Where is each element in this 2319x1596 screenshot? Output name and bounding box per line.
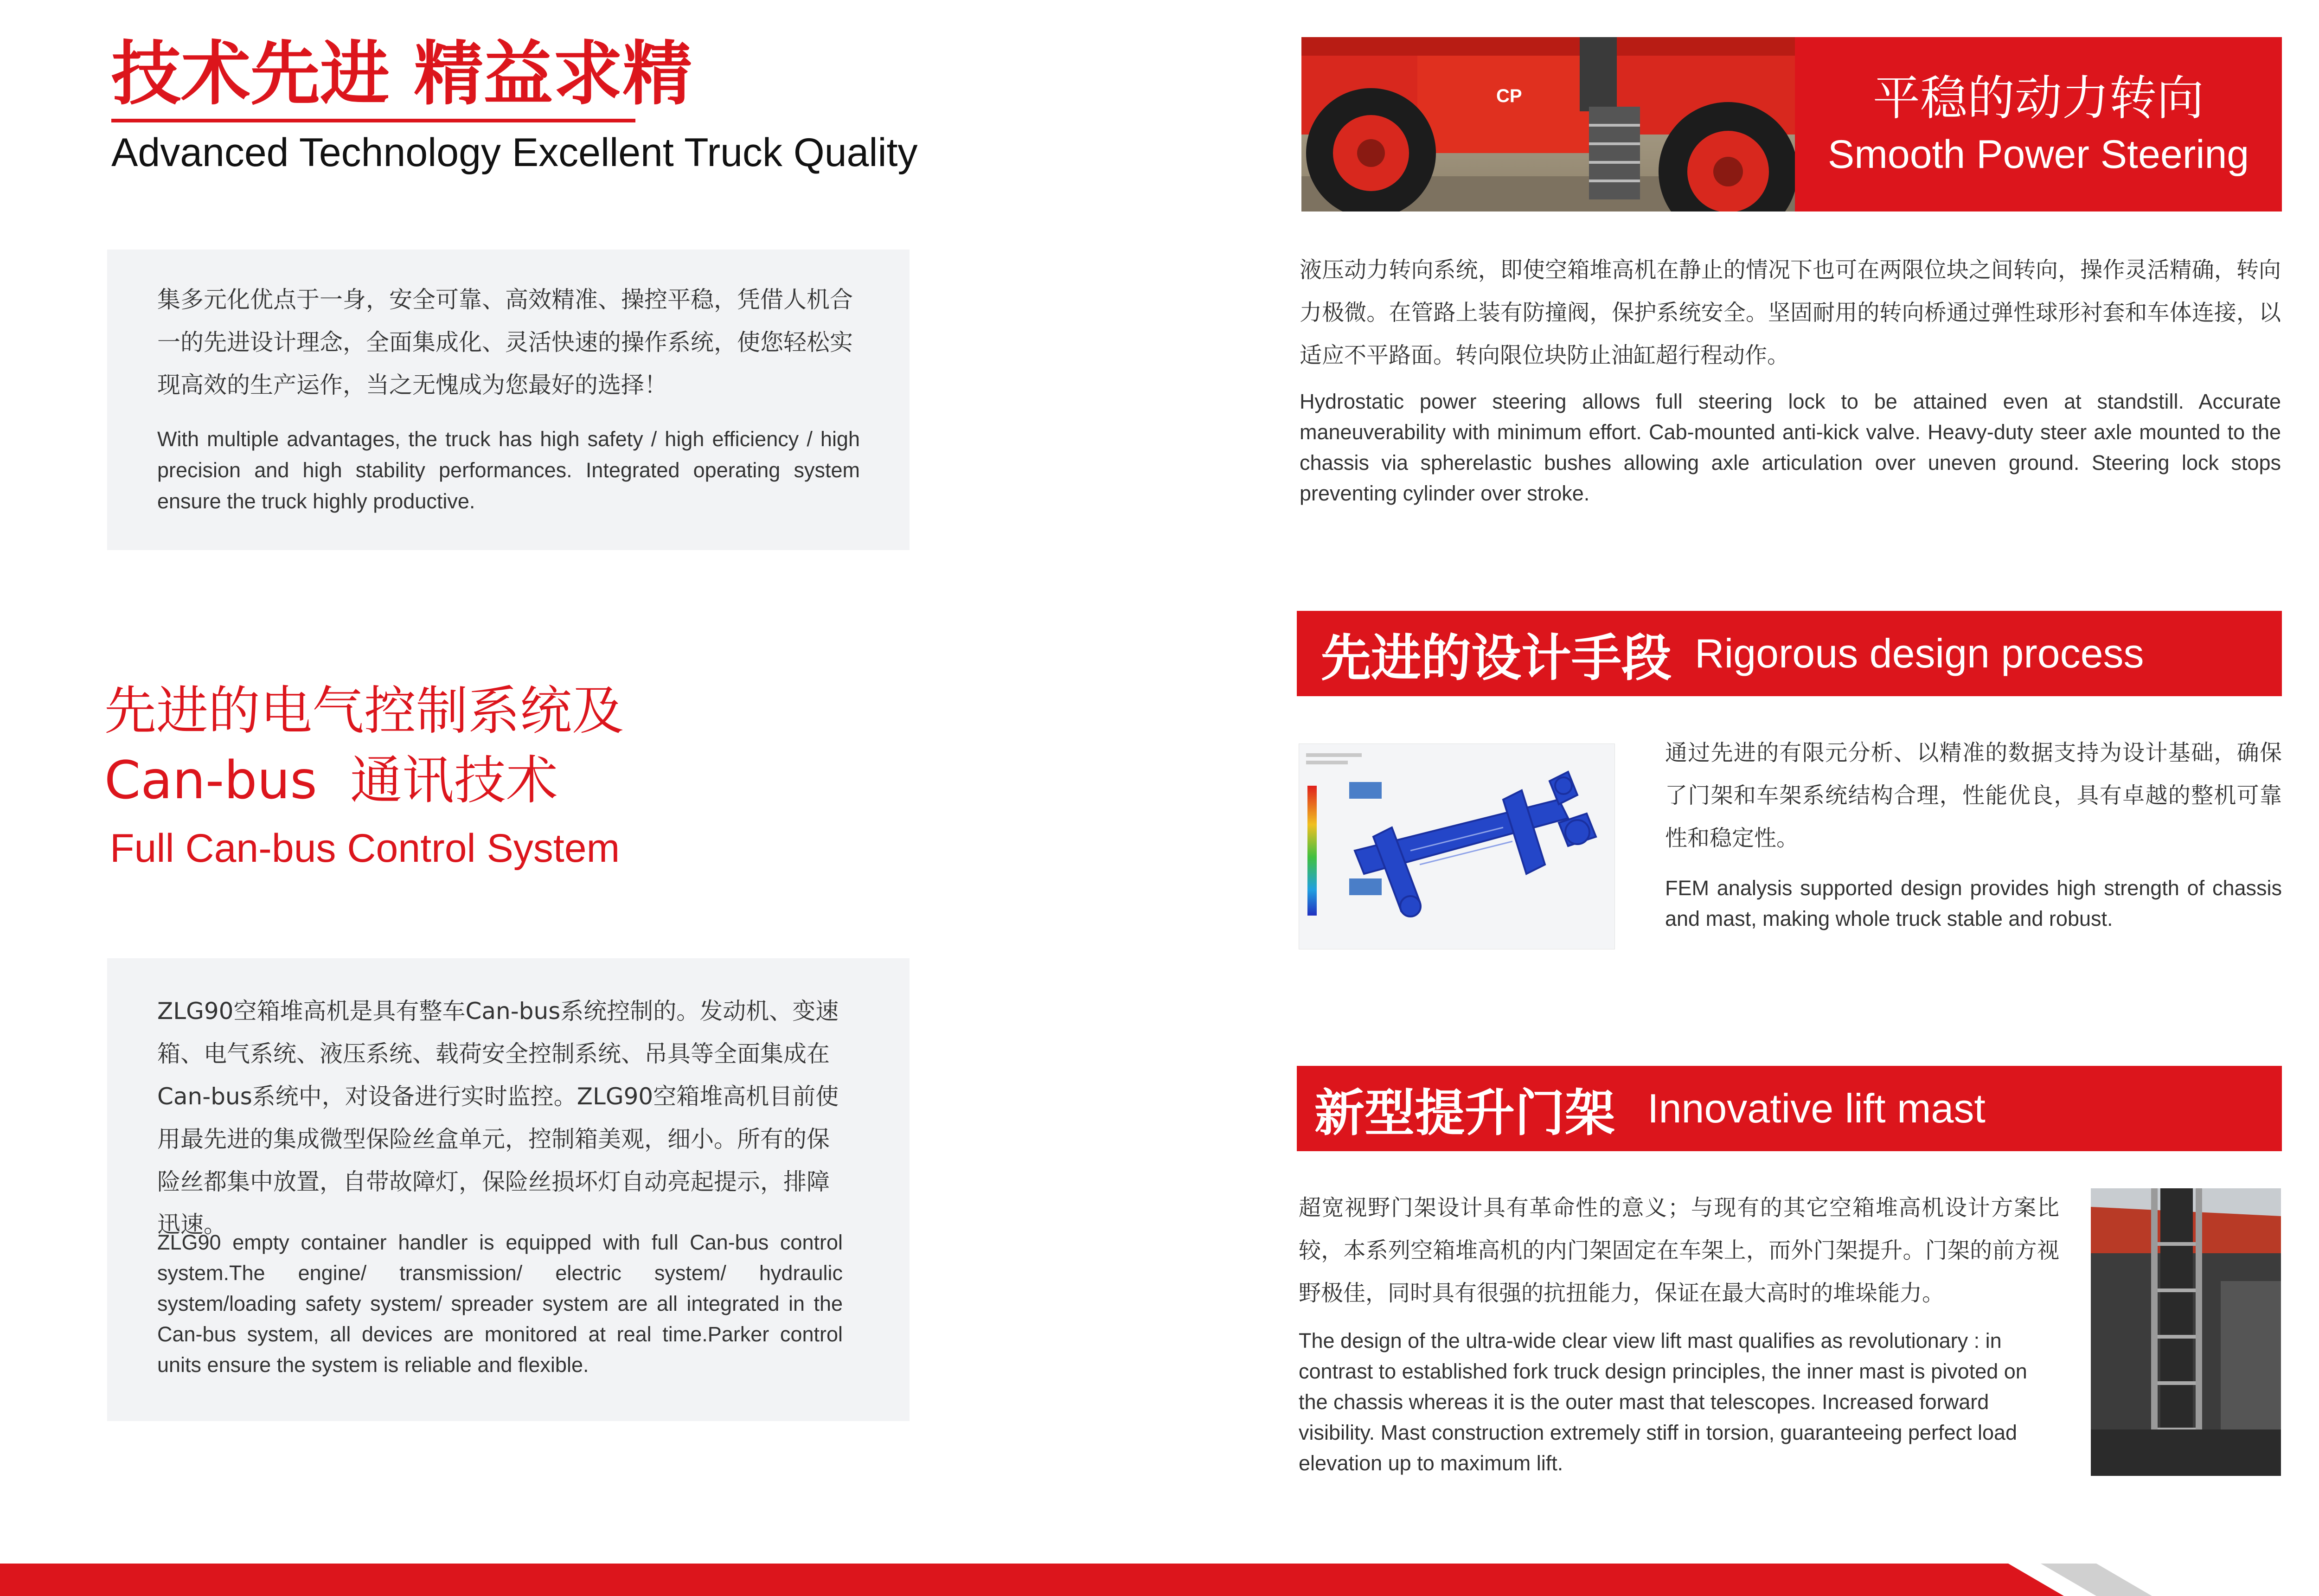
steering-truck-photo bbox=[1301, 37, 1799, 212]
steering-text-en: Hydrostatic power steering allows full steering lock to be attained even at standstill. Accurate maneuverability with minimum effort. Cab-mounted anti-kick valve. Heavy-duty steer axle mounted to the chassis via spherelastic bushes allowing axle articulation over uneven ground. Steering lock stops preventing cylinder over stroke. bbox=[1300, 390, 2281, 505]
fem-analysis-image bbox=[1299, 744, 1615, 949]
canbus-title-en: Full Can-bus Control System bbox=[110, 826, 620, 871]
canbus-heading bbox=[104, 676, 921, 872]
mast-title-en: Innovative lift mast bbox=[1647, 1085, 1986, 1131]
design-banner bbox=[1297, 611, 2282, 696]
steering-title-en: Smooth Power Steering bbox=[1827, 132, 2249, 177]
design-title-en: Rigorous design process bbox=[1695, 630, 2144, 676]
steering-banner bbox=[1795, 37, 2282, 212]
main-heading bbox=[111, 32, 946, 176]
mast-title-zh: 新型提升门架 bbox=[1314, 1084, 1615, 1142]
canbus-panel bbox=[107, 958, 910, 1421]
mast-banner bbox=[1297, 1066, 2282, 1151]
bottom-bar bbox=[0, 1564, 2319, 1596]
intro-text-en: With multiple advantages, the truck has high safety / high efficiency / high precision and high stability performances. Integrated operating system ensure the truck highly productive. bbox=[157, 427, 860, 513]
canbus-text-zh: ZLG90空箱堆高机是具有整车Can-bus系统控制的。发动机、变速箱、电气系统、液压系统、载荷安全控制系统、吊具等全面集成在Can-bus系统中，对设备进行实时监控。ZLG90空箱堆高机目前使用最先进的集成微型保险丝盒单元，控制箱美观，细小。所有的保险丝都集中放置，自带故障灯，保险丝损坏灯自动亮起提示，排障迅速。 bbox=[157, 998, 839, 1238]
lift-mast-photo bbox=[2091, 1188, 2281, 1476]
intro-panel bbox=[107, 250, 910, 550]
main-heading-zh: 技术先进 精益求精 bbox=[111, 34, 692, 115]
design-title-zh: 先进的设计手段 bbox=[1321, 629, 1672, 687]
canbus-title-zh-line2: Can-bus 通讯技术 bbox=[104, 750, 558, 811]
steering-title-zh: 平稳的动力转向 bbox=[1873, 71, 2204, 126]
mast-text-en: The design of the ultra-wide clear view lift mast qualifies as revolutionary : in contrast to established fork truck design principles, the inner mast is pivoted on the chassis whereas it is the outer mast that telescopes. Increased forward visibility. Mast construction extremely stiff in torsion, guaranteeing perfect load elevation up to maximum lift. bbox=[1299, 1329, 2027, 1475]
main-heading-en: Advanced Technology Excellent Truck Quality bbox=[111, 130, 918, 175]
truck-photo-graphic bbox=[1301, 37, 1799, 212]
fem-graphic bbox=[1299, 744, 1614, 949]
mast-text-zh: 超宽视野门架设计具有革命性的意义；与现有的其它空箱堆高机设计方案比较，本系列空箱堆高机的内门架固定在车架上，而外门架提升。门架的前方视野极佳，同时具有很强的抗扭能力，保证在最大高时的堆垛能力。 bbox=[1299, 1195, 2059, 1306]
design-text-en: FEM analysis supported design provides high strength of chassis and mast, making whole truck stable and robust. bbox=[1665, 876, 2282, 930]
design-text-zh: 通过先进的有限元分析、以精准的数据支持为设计基础，确保了门架和车架系统结构合理，性能优良，具有卓越的整机可靠性和稳定性。 bbox=[1665, 740, 2282, 851]
cp-logo-text: CP bbox=[1496, 86, 1522, 106]
intro-text-zh: 集多元化优点于一身，安全可靠、高效精准、操控平稳，凭借人机合一的先进设计理念，全面集成化、灵活快速的操作系统，使您轻松实现高效的生产运作，当之无愧成为您最好的选择！ bbox=[157, 286, 853, 398]
heading-underline bbox=[111, 119, 635, 122]
steering-text-zh: 液压动力转向系统，即使空箱堆高机在静止的情况下也可在两限位块之间转向，操作灵活精确，转向力极微。在管路上装有防撞阀，保护系统安全。坚固耐用的转向桥通过弹性球形衬套和车体连接，以适应不平路面。转向限位块防止油缸超行程动作。 bbox=[1300, 257, 2281, 368]
canbus-title-zh-line1: 先进的电气控制系统及 bbox=[104, 681, 624, 741]
canbus-text-en: ZLG90 empty container handler is equipped with full Can-bus control system.The engine/ transmission/ electric system/ hydraulic system/loading safety system/ spreader system are all integrated in the Can-bus system, all devices are monitored at real time.Parker control units ensure the system is reliable and flexible. bbox=[157, 1231, 843, 1377]
mast-photo-graphic bbox=[2091, 1188, 2281, 1476]
